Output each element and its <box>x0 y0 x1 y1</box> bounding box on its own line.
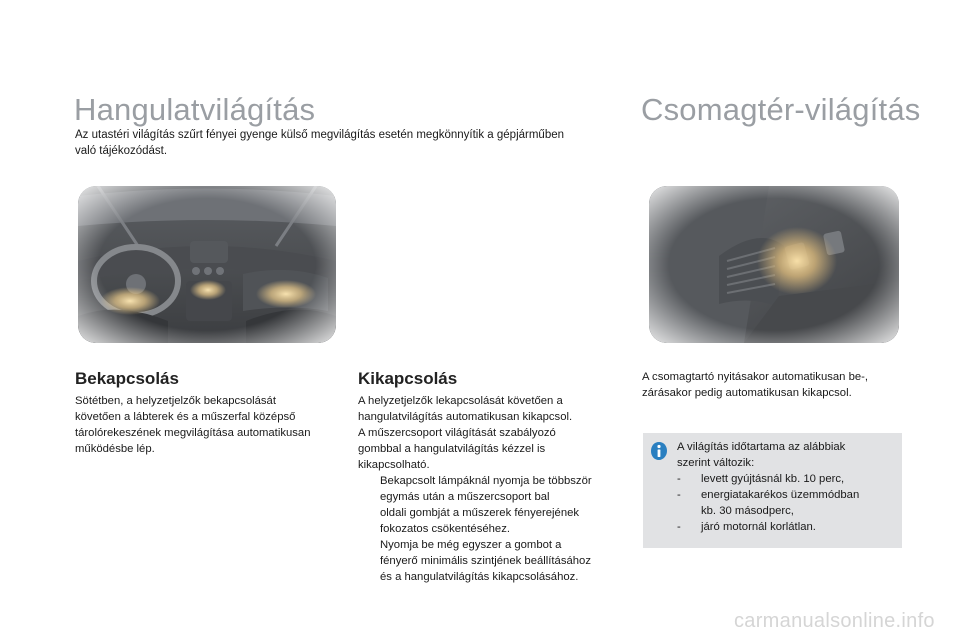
boot-lamp-image <box>649 186 899 343</box>
bullet-mark <box>358 473 380 537</box>
dash-mark: - <box>677 489 681 501</box>
text-line: egymás után a műszercsoport bal <box>380 491 550 503</box>
dash-mark: - <box>677 521 681 533</box>
page-title-ambient-lighting: Hangulatvilágítás <box>74 92 316 127</box>
text-line: A helyzetjelzők lekapcsolását követően a <box>358 395 563 407</box>
text-line: Sötétben, a helyzetjelzők bekapcsolását <box>75 395 276 407</box>
text-line: levett gyújtásnál kb. 10 perc, <box>701 473 845 485</box>
text-line: és a hangulatvilágítás kikapcsolásához. <box>380 571 579 583</box>
interior-dashboard-image <box>78 186 336 343</box>
heading-switching-on: Bekapcsolás <box>75 369 179 388</box>
boot-lighting-text <box>642 369 902 401</box>
text-line: hangulatvilágítás automatikusan kikapcsol. <box>358 411 573 423</box>
text-line: Bekapcsolt lámpáknál nyomja be többször <box>380 475 592 487</box>
text-line: működésbe lép. <box>75 443 155 455</box>
list-item <box>358 473 620 537</box>
text-line: kb. 30 másodperc, <box>701 505 794 517</box>
intro-paragraph <box>75 127 615 159</box>
text-line: gombbal a hangulatvilágítás kézzel is <box>358 443 546 455</box>
text-line: kikapcsolható. <box>358 459 430 471</box>
info-box <box>643 433 902 548</box>
list-item <box>677 471 897 487</box>
intro-line: való tájékozódást. <box>75 145 168 157</box>
info-icon <box>651 442 667 465</box>
dash-mark: - <box>677 473 681 485</box>
text-line: Nyomja be még egyszer a gombot a <box>380 539 562 551</box>
switching-on-text <box>75 393 345 457</box>
text-line: járó motornál korlátlan. <box>701 521 816 533</box>
text-line: követően a lábterek és a műszerfal középső <box>75 411 296 423</box>
switching-off-text <box>358 393 620 585</box>
intro-line: Az utastéri világítás szűrt fényei gyenge külső megvilágítás esetén megkönnyítik a gépjárműben <box>75 129 565 141</box>
text-line: fokozatos csökentéséhez. <box>380 523 510 535</box>
heading-switching-off: Kikapcsolás <box>358 369 458 388</box>
text-line: energiatakarékos üzemmódban <box>701 489 860 501</box>
text-line: fényerő minimális szintjének beállításához <box>380 555 591 567</box>
text-line: A csomagtartó nyitásakor automatikusan be-, <box>642 371 869 383</box>
bullet-mark <box>358 537 380 585</box>
list-item <box>677 519 897 535</box>
text-line: zárásakor pedig automatikusan kikapcsol. <box>642 387 852 399</box>
watermark: carmanualsonline.info <box>734 610 935 632</box>
info-text <box>677 439 897 535</box>
text-line: oldali gombját a műszerek fényerejének <box>380 507 580 519</box>
text-line: A világítás időtartama az alábbiak <box>677 441 846 453</box>
text-line: A műszercsoport világítását szabályozó <box>358 427 556 439</box>
list-item <box>358 537 620 585</box>
page-title-boot-lighting: Csomagtér-világítás <box>641 92 921 127</box>
list-item <box>677 487 897 519</box>
text-line: szerint változik: <box>677 457 755 469</box>
text-line: tárolórekeszének megvilágítása automatikusan <box>75 427 311 439</box>
